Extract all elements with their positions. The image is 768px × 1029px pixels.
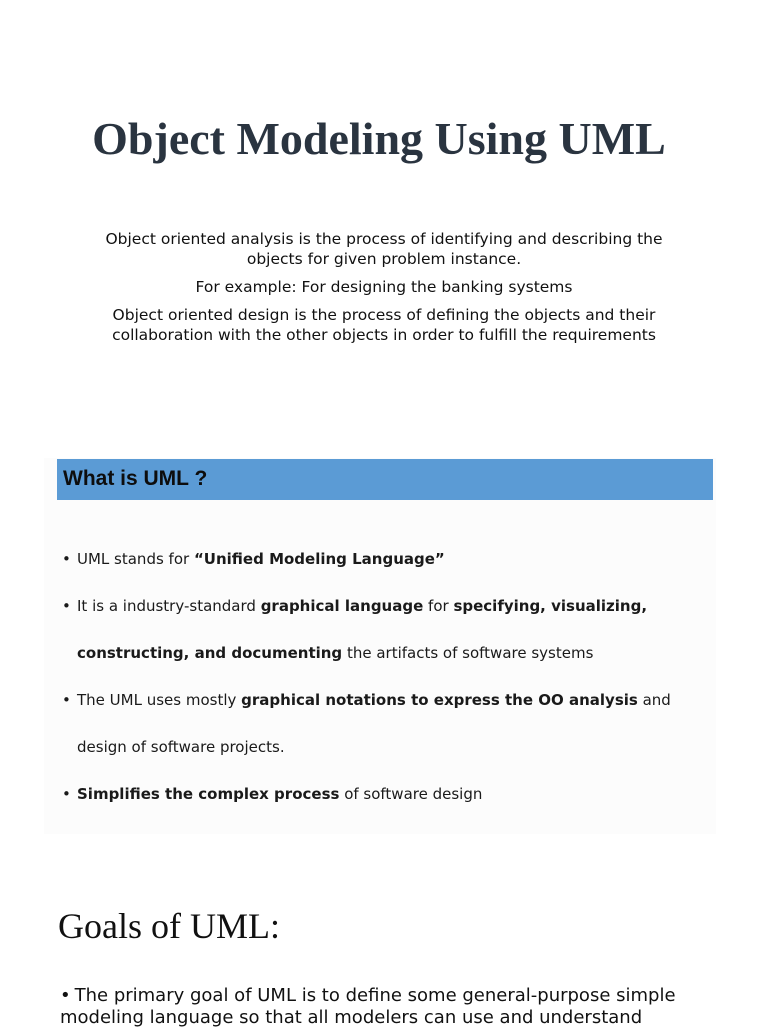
goals-list-item: [60, 985, 720, 1029]
list-item-bold-text: graphical language: [260, 597, 424, 615]
uml-bullet-list: [62, 536, 710, 818]
intro-paragraph-design: Object oriented design is the process of defining the objects and their collaboration with the other objects in order to fulfill the requirements: [112, 306, 656, 344]
intro-paragraph-example: For example: For designing the banking systems: [195, 278, 573, 296]
list-item-bold-text: Simplifies the complex process: [77, 785, 340, 803]
intro-paragraph-analysis: Object oriented analysis is the process of identifying and describing the objects for given problem instance.: [105, 230, 663, 268]
bullet-icon: •: [62, 785, 71, 803]
list-item-text: for: [423, 597, 454, 615]
bullet-icon: •: [62, 691, 71, 709]
list-item: [62, 771, 710, 818]
list-item: [62, 536, 710, 583]
bullet-icon: •: [60, 985, 71, 1006]
list-item-text: UML stands for: [77, 550, 194, 568]
list-item-text: of software design: [339, 785, 483, 803]
list-item-text: It is a industry-standard: [77, 597, 261, 615]
list-item-bold-text: specifying, visualizing, constructing, and documenting: [77, 597, 648, 662]
list-item-text: the artifacts of software systems: [342, 644, 594, 662]
list-item: [62, 677, 710, 771]
page-title: Object Modeling Using UML: [92, 113, 666, 164]
goals-text: The primary goal of UML is to define some general-purpose simple modeling language so that all modelers can use and understand: [60, 985, 676, 1028]
list-item: [62, 583, 710, 677]
what-is-uml-panel: [44, 458, 716, 834]
list-item-text: The UML uses mostly: [77, 691, 242, 709]
list-item-bold-text: graphical notations to express the OO analysis: [241, 691, 638, 709]
bullet-icon: •: [62, 597, 71, 615]
goals-heading: Goals of UML:: [58, 906, 280, 946]
intro-section: [90, 229, 678, 353]
list-item-bold-text: “Unified Modeling Language”: [193, 550, 445, 568]
list-item-text: and design of software projects.: [77, 691, 671, 756]
what-is-uml-header: [57, 459, 713, 500]
what-is-uml-heading: What is UML ?: [63, 467, 208, 490]
bullet-icon: •: [62, 550, 71, 568]
